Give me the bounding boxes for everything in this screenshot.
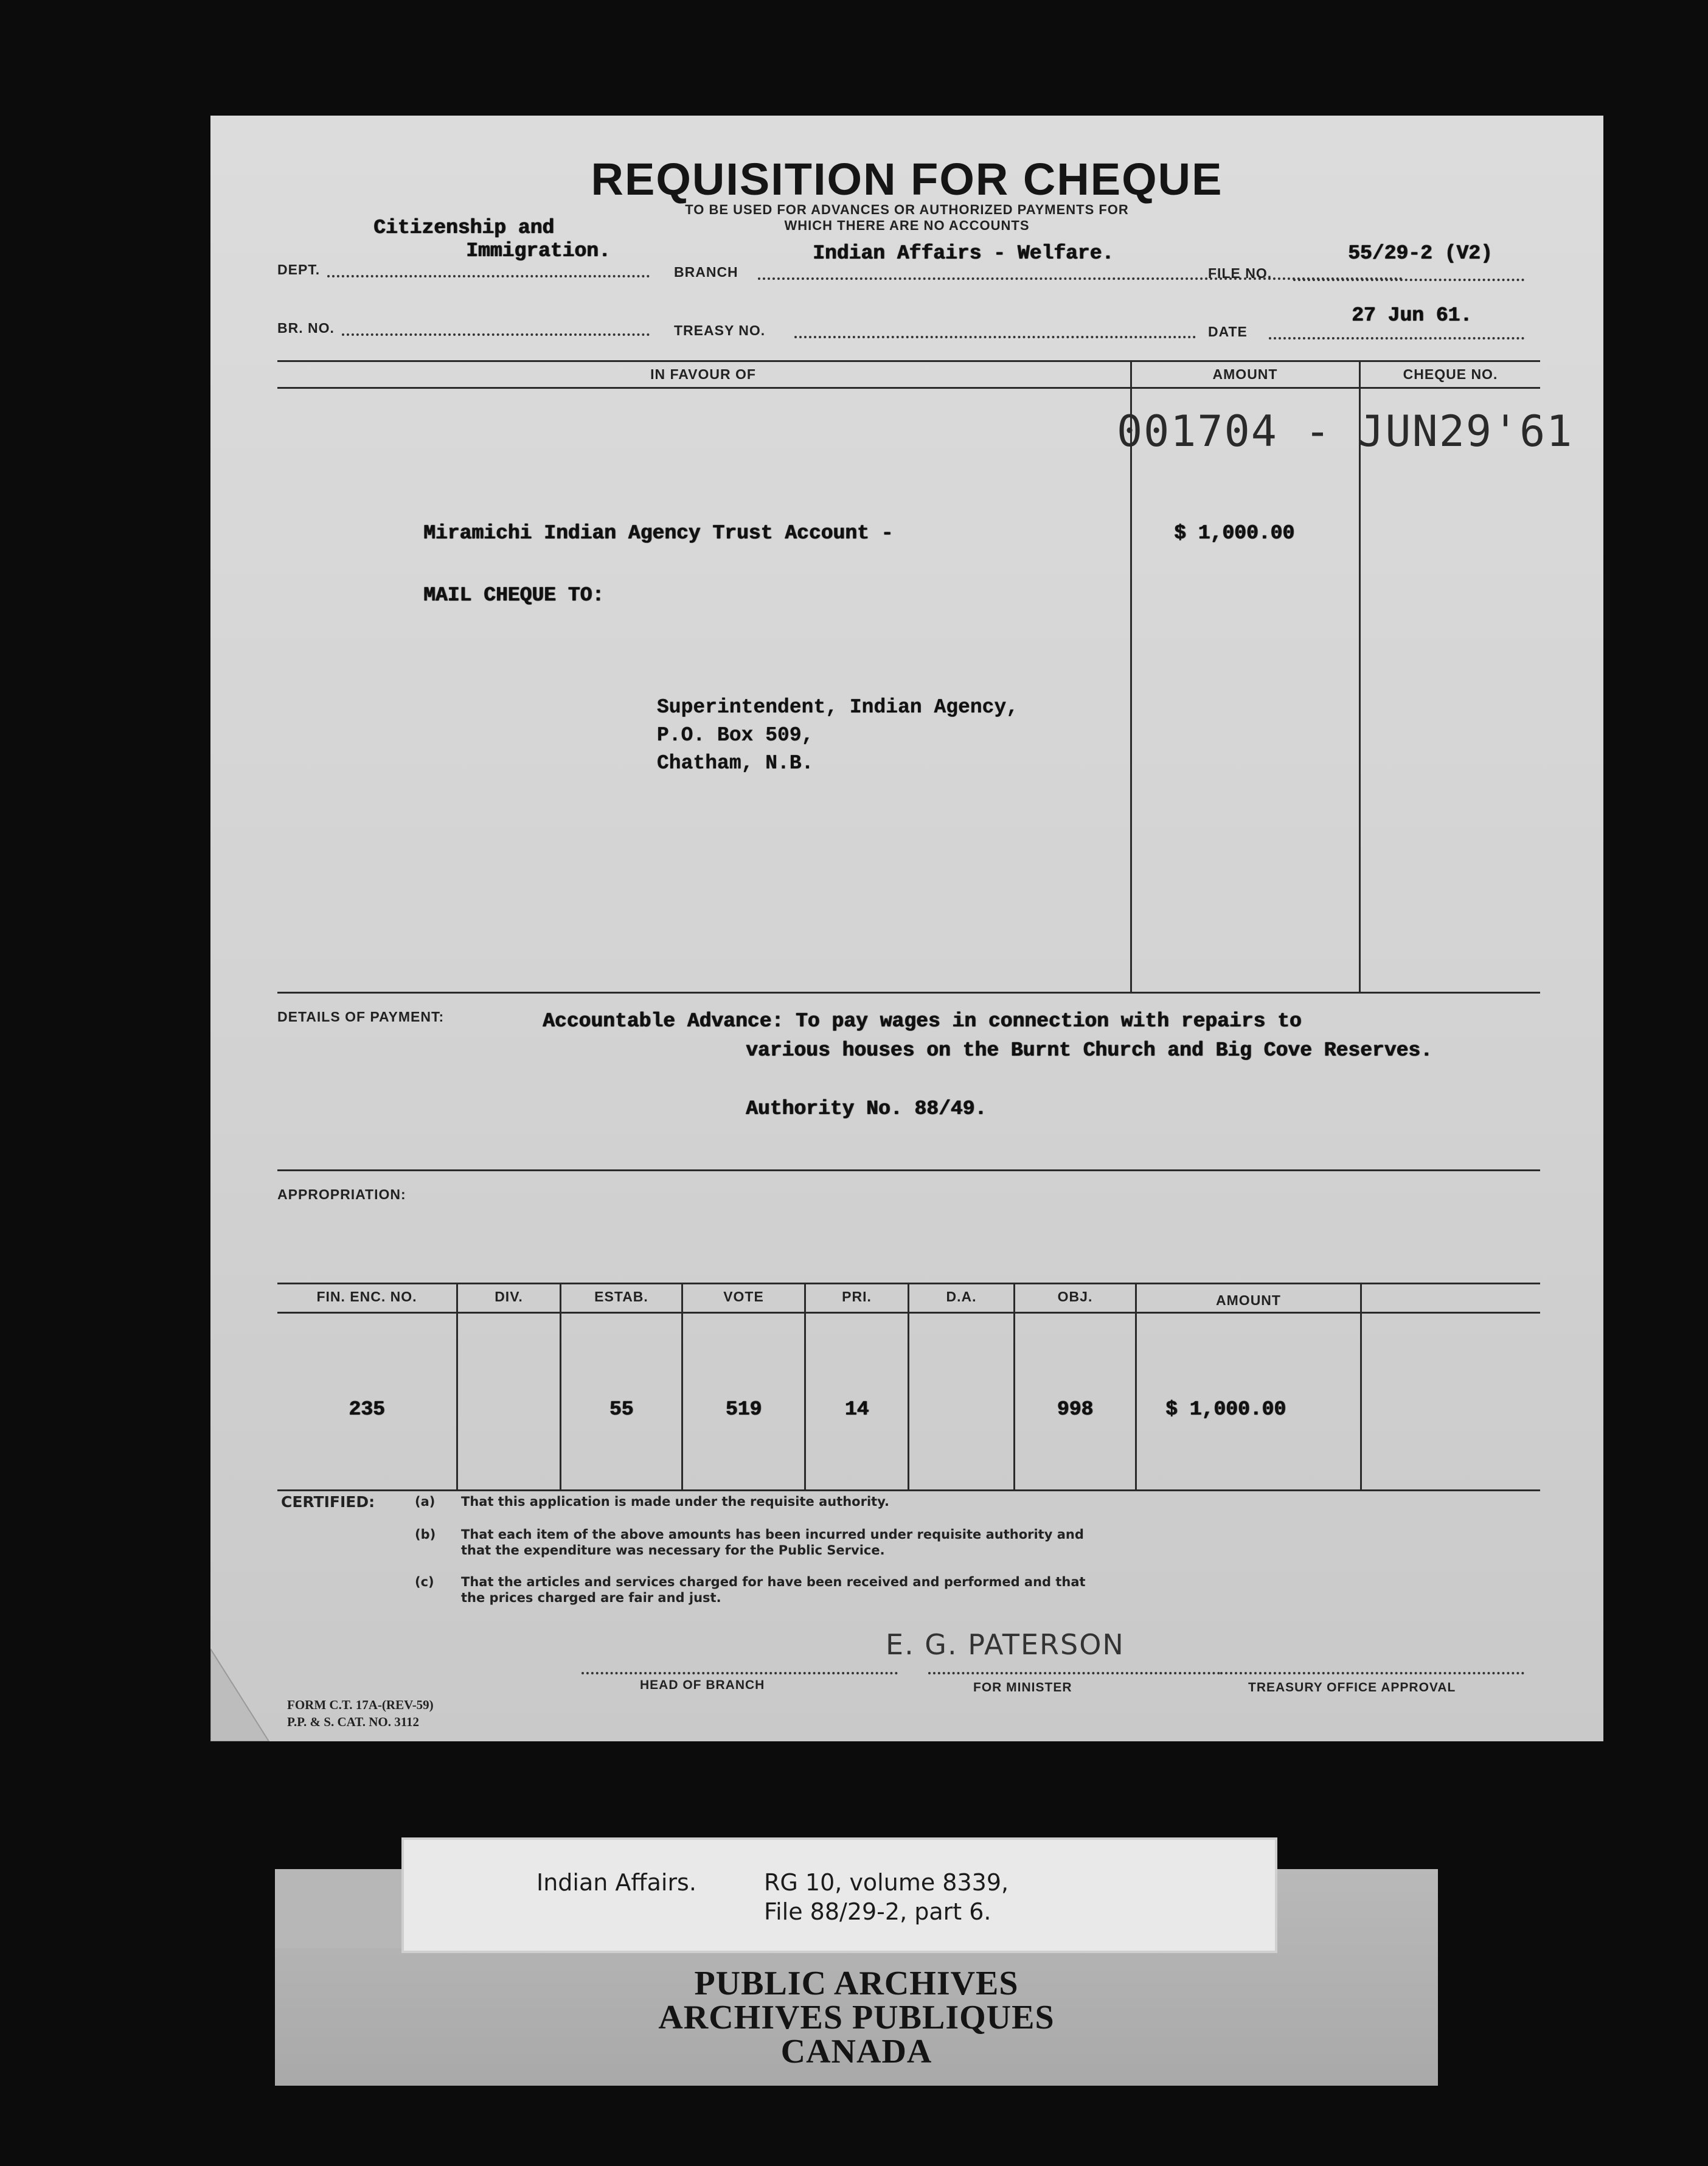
for-minister-label: FOR MINISTER [973,1680,1072,1694]
cell-obj: 998 [1057,1398,1094,1421]
reference-line-2: File 88/29-2, part 6. [764,1898,991,1925]
certified-c-line2: the prices charged are fair and just. [461,1590,721,1605]
cell-amount: $ 1,000.00 [1165,1398,1286,1421]
certified-heading: CERTIFIED: [281,1493,375,1511]
table-divider-1 [456,1283,458,1491]
col-div: DIV. [495,1289,523,1304]
address-line-1: Superintendent, Indian Agency, [657,696,1019,719]
treasy-no-dotted-line [794,336,1196,338]
head-of-branch-line [581,1672,898,1674]
form-subtitle-2: WHICH THERE ARE NO ACCOUNTS [784,218,1030,233]
mail-cheque-to-label: MAIL CHEQUE TO: [423,584,605,607]
branch-label: BRANCH [674,264,738,280]
archives-line-2: ARCHIVES PUBLIQUES [658,1999,1055,2036]
cell-vote: 519 [725,1398,762,1421]
date-dotted-line [1269,337,1524,340]
form-title: REQUISITION FOR CHEQUE [591,154,1223,204]
address-line-3: Chatham, N.B. [657,752,814,775]
certified-mark-b: (b) [415,1527,436,1542]
for-minister-line [928,1672,1220,1674]
payee-name: Miramichi Indian Agency Trust Account - [423,522,894,545]
col-da: D.A. [946,1289,977,1304]
authority-number: Authority No. 88/49. [746,1098,987,1120]
appropriation-label: APPROPRIATION: [277,1186,406,1202]
reference-line-1: RG 10, volume 8339, [764,1869,1009,1896]
table-divider-7 [1135,1283,1137,1491]
cell-estab: 55 [609,1398,634,1421]
certified-b-line2: that the expenditure was necessary for the Public Service. [461,1543,885,1558]
date-value: 27 Jun 61. [1352,304,1473,327]
table-divider-6 [1013,1283,1015,1491]
folded-corner [210,1649,277,1741]
details-of-payment-label: DETAILS OF PAYMENT: [277,1009,445,1025]
table-divider-2 [560,1283,561,1491]
col-estab: ESTAB. [594,1289,648,1304]
br-no-dotted-line [342,333,650,336]
cell-pri: 14 [844,1398,869,1421]
col-obj: OBJ. [1057,1289,1093,1304]
date-label: DATE [1208,324,1248,340]
catalogue-number: P.P. & S. CAT. NO. 3112 [287,1715,420,1729]
table-divider-8 [1360,1283,1362,1491]
box-bottom-rule [277,992,1540,994]
collection-name: Indian Affairs. [536,1869,696,1896]
col-vote: VOTE [723,1289,764,1304]
dept-value-line1: Citizenship and [373,217,555,239]
tray-left-tab [275,1869,401,1948]
details-line-2: various houses on the Burnt Church and Big Cove Reserves. [746,1039,1432,1062]
certified-b-line1: That each item of the above amounts has been incurred under requisite authority and [461,1527,1084,1542]
col-amount: AMOUNT [1216,1292,1281,1308]
table-divider-3 [681,1283,683,1491]
certified-mark-a: (a) [415,1494,436,1509]
treasury-line [1220,1672,1524,1674]
form-number: FORM C.T. 17A-(REV-59) [287,1698,434,1712]
signature-stamp: E. G. PATERSON [886,1628,1125,1661]
box-top-rule [277,360,1540,362]
col-pri: PRI. [842,1289,872,1304]
file-no-value: 55/29-2 (V2) [1348,242,1493,265]
dept-label: DEPT. [277,262,321,277]
payee-amount: $ 1,000.00 [1174,522,1295,545]
box-header-rule [277,387,1540,389]
cell-fin-enc-no: 235 [349,1398,385,1421]
details-line-1: Accountable Advance: To pay wages in connection with repairs to [543,1010,1302,1033]
archives-line-1: PUBLIC ARCHIVES [694,1965,1019,2002]
file-no-label: FILE NO. [1208,265,1272,281]
certified-c-line1: That the articles and services charged for have been received and performed and that [461,1575,1086,1589]
certified-mark-c: (c) [415,1575,434,1589]
col-fin-enc-no: FIN. ENC. NO. [316,1289,417,1304]
appropriation-rule [277,1169,1540,1171]
branch-value: Indian Affairs - Welfare. [813,242,1114,265]
file-no-dotted-line [1293,279,1524,281]
cheque-stamp-number: 001704 - JUN29'61 [1117,406,1574,456]
br-no-label: BR. NO. [277,320,335,336]
address-line-2: P.O. Box 509, [657,724,814,747]
treasy-no-label: TREASY NO. [674,322,766,338]
archives-line-3: CANADA [780,2033,932,2070]
table-divider-5 [908,1283,909,1491]
dept-value-line2: Immigration. [466,240,611,262]
treasury-approval-label: TREASURY OFFICE APPROVAL [1248,1680,1456,1694]
cheque-no-header: CHEQUE NO. [1403,366,1498,382]
head-of-branch-label: HEAD OF BRANCH [640,1678,765,1692]
amount-header: AMOUNT [1212,366,1278,382]
table-divider-4 [804,1283,806,1491]
cheque-requisition-form [210,116,1603,1741]
in-favour-of-header: IN FAVOUR OF [650,366,756,382]
archive-reference-card [401,1837,1277,1953]
certified-a-line1: That this application is made under the requisite authority. [461,1494,889,1509]
dept-dotted-line [327,275,650,277]
form-subtitle-1: TO BE USED FOR ADVANCES OR AUTHORIZED PAYMENTS FOR [685,202,1129,217]
